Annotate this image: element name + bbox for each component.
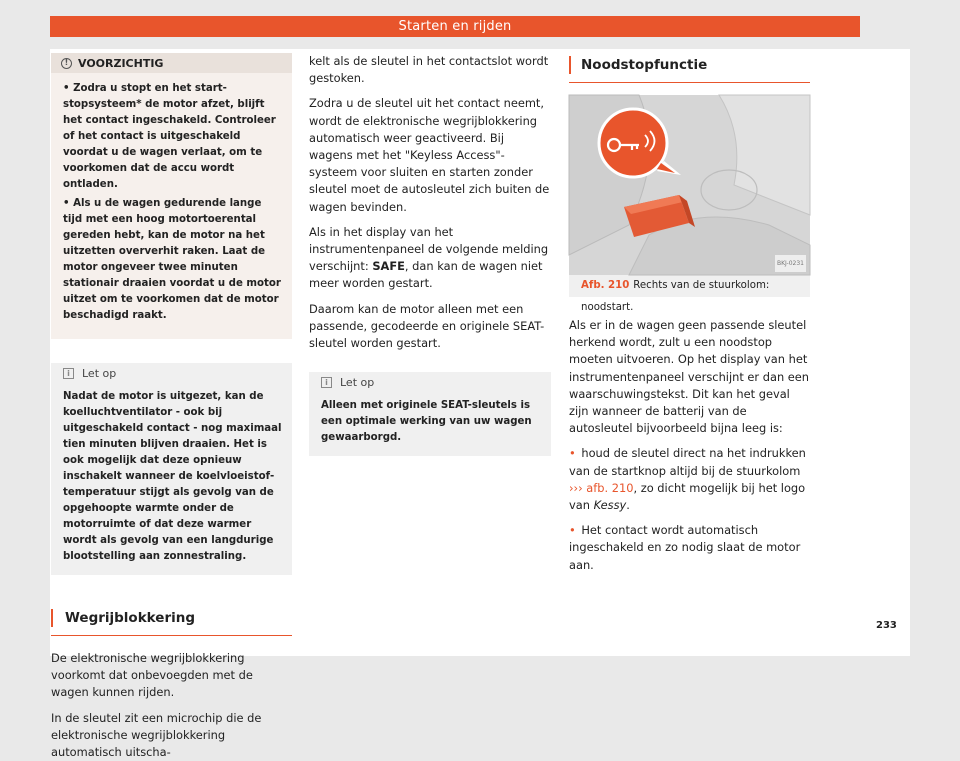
figure-code: BKJ-0231: [775, 255, 806, 272]
note-body: Nadat de motor is uitgezet, kan de koelluchtventilator - ook bij uitgeschakeld contact - nog maximaal tien minuten blijven draaien. Het is ook mogelijk dat deze opnieuw inschakelt wanneer de koelvloeistoftemperatuur stijgt als gevolg van de opgehoopte warmte onder de motorruimte of dat deze warmer wordt als gevolg van een langdurige blootstelling aan zonnestraling.: [63, 391, 282, 562]
section-divider: [51, 635, 292, 636]
bullet-item: • Het contact wordt automatisch ingeschakeld en zo nodig slaat de motor aan.: [569, 523, 801, 572]
info-icon: i: [63, 368, 74, 379]
paragraph: De elektronische wegrijblokkering voorkomt dat onbevoegden met de wagen kunnen rijden.: [51, 651, 253, 700]
column-1: [51, 53, 292, 761]
figure-caption: Afb. 210 Rechts van de stuurkolom: noodstart.: [569, 275, 810, 297]
warning-body: [51, 73, 292, 339]
paragraph-display-message: Als in het display van het instrumentenpaneel de volgende melding verschijnt: SAFE, dan kan de wagen niet meer worden gestart.: [309, 224, 549, 291]
bullet-item: • houd de sleutel direct na het indrukken van de startknop altijd bij de stuurkolom ››› afb. 210, zo dicht mogelijk bij het logo van Kessy.: [569, 446, 806, 513]
paragraph: kelt als de sleutel in het contactslot wordt gestoken.: [309, 54, 549, 86]
paragraph: Als er in de wagen geen passende sleutel herkend wordt, zult u een noodstop moeten uitvoeren. Op het display van het instrumentenpaneel verschijnt er dan een waarschuwingstekst. Dit kan het geval zijn wanneer de batterij van de autosleutel bijvoorbeeld bijna leeg is:: [569, 318, 810, 436]
page-number: 233: [876, 620, 897, 631]
note-label: Let op: [82, 366, 117, 380]
note-label: Let op: [340, 375, 375, 389]
warning-box: [51, 53, 292, 339]
section-title-wegrijblokkering: Wegrijblokkering: [51, 609, 292, 627]
warning-label: VOORZICHTIG: [78, 56, 164, 70]
figure-emergency-start: [569, 95, 810, 275]
paragraph: In de sleutel zit een microchip die de elektronische wegrijblokkering automatisch uitscha-: [51, 710, 262, 760]
note-header: [51, 363, 292, 383]
figure-reference-link[interactable]: ››› afb. 210: [569, 480, 634, 495]
warning-icon: !: [61, 58, 72, 69]
warning-header: [51, 53, 292, 73]
note-body: Alleen met originele SEAT-sleutels is een optimale werking van uw wagen gewaarborgd.: [321, 400, 532, 444]
warning-item: • Als u de wagen gedurende lange tijd met een hoog motortoerental gereden hebt, kan de motor na het uitzetten oververhit raken. Laat de motor ongeveer twee minuten stationair draaien voordat u de motor uitzet om te voorkomen dat de motor beschadigd raakt.: [63, 198, 281, 321]
chapter-header: Starten en rijden: [50, 16, 860, 37]
steering-column-illustration: [569, 95, 810, 275]
section-divider: [569, 82, 810, 83]
figure-label: Afb. 210: [581, 280, 630, 291]
column-3: [569, 45, 810, 574]
section-title-noodstopfunctie: Noodstopfunctie: [569, 56, 810, 74]
note-header: [309, 372, 551, 392]
paragraph: Zodra u de sleutel uit het contact neemt, wordt de elektronische wegrijblokkering automatisch weer geactiveerd. Bij wagens met het "Keyless Access"-systeem voor sluiten en starten zonder sleutel moet de autosleutel zich buiten de wagen bevinden.: [309, 96, 550, 214]
column-2: [309, 53, 551, 456]
safe-code: SAFE: [372, 259, 405, 274]
note-box: [51, 363, 292, 575]
info-icon: i: [321, 377, 332, 388]
note-box: [309, 372, 551, 456]
warning-item: • Zodra u stopt en het start-stopsysteem* de motor afzet, blijft het contact ingeschakeld. Controleer of het contact is uitgeschakeld voordat u de wagen verlaat, om te voorkomen dat de accu wordt ontladen.: [63, 83, 276, 190]
paragraph: Daarom kan de motor alleen met een passende, gecodeerde en originele SEAT-sleutel worden gestart.: [309, 301, 545, 351]
